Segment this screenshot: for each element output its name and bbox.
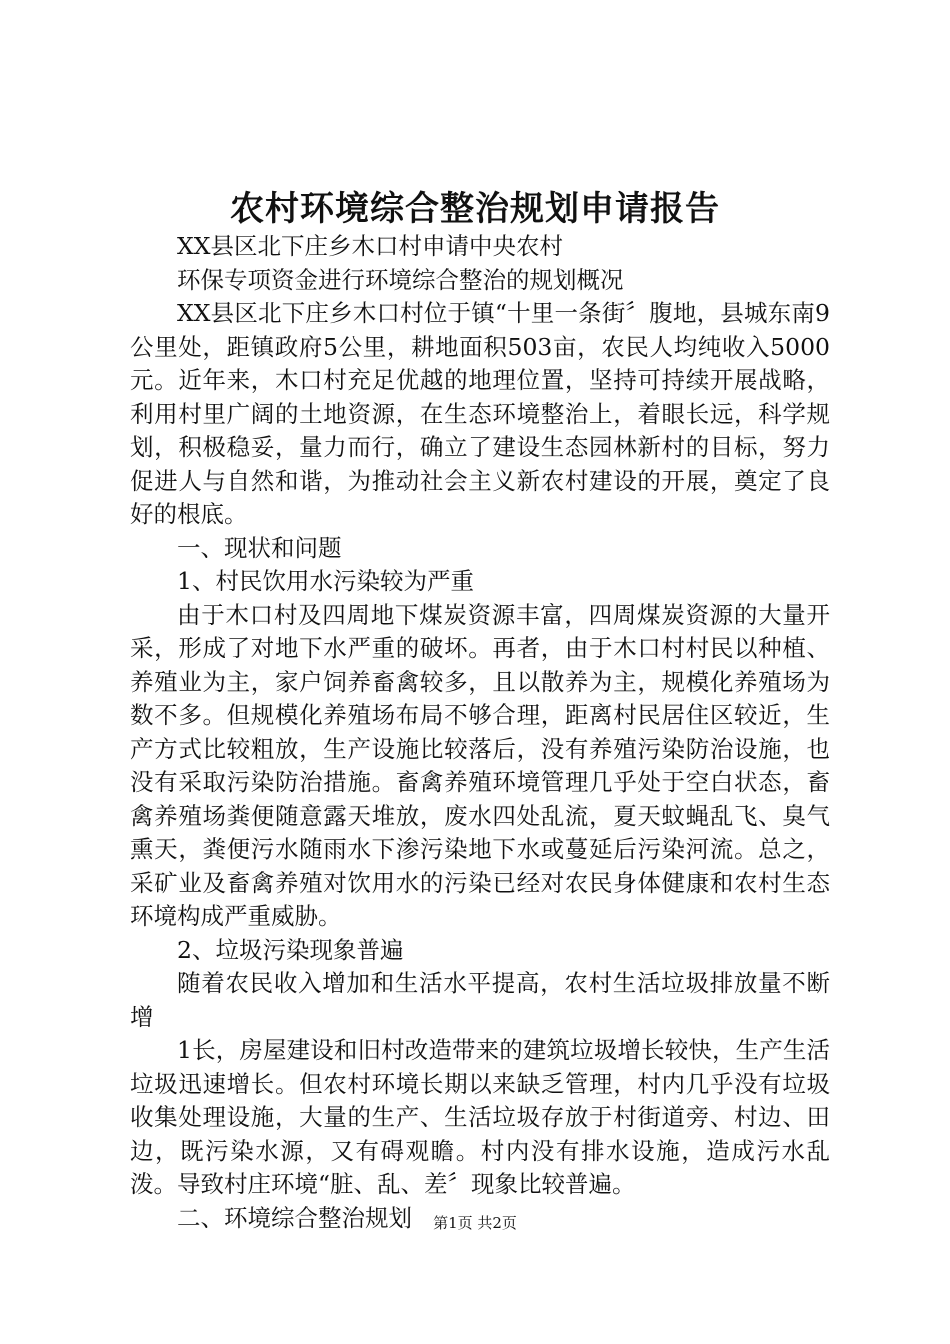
document-body [130, 230, 830, 1235]
subsection-heading-garbage: 2、垃圾污染现象普遍 [177, 935, 404, 964]
paragraph-water-pollution: 由于木口村及四周地下煤炭资源丰富，四周煤炭资源的大量开采，形成了对地下水严重的破坏。再者，由于木口村村民以种植、养殖业为主，家户饲养畜禽较多，且以散养为主，规模化养殖场为数不多。但规模化养殖场布局不够合理，距离村民居住区较近，生产方式比较粗放，生产设施比较落后，没有养殖污染防治设施，也没有采取污染防治措施。畜禽养殖环境管理几乎处于空白状态，畜禽养殖场粪便随意露天堆放，废水四处乱流，夏天蚊蝇乱飞、臭气熏天，粪便污水随雨水下渗污染地下水或蔓延后污染河流。总之，采矿业及畜禽养殖对饮用水的污染已经对农民身体健康和农村生态环境构成严重威胁。 [130, 600, 830, 930]
paragraph-garbage-2: 1长，房屋建设和旧村改造带来的建筑垃圾增长较快，生产生活垃圾迅速增长。但农村环境长期以来缺乏管理，村内几乎没有垃圾收集处理设施，大量的生产、生活垃圾存放于村街道旁、村边、田边，既污染水源，又有碍观瞻。村内没有排水设施，造成污水乱泼。导致村庄环境“脏、乱、差〞现象比较普遍。 [130, 1036, 830, 1198]
subsection-heading-water: 1、村民饮用水污染较为严重 [177, 567, 474, 595]
paragraph-garbage-1: 随着农民收入增加和生活水平提高，农村生活垃圾排放量不断增 [130, 969, 830, 1031]
section-heading-status: 一、现状和问题 [177, 533, 342, 562]
paragraph-overview: XX县区北下庄乡木口村位于镇“十里一条街〞腹地，县城东南9公里处，距镇政府5公里，耕地面积503亩，农民人均纯收入5000元。近年来，木口村充足优越的地理位置，坚持可持续开展战略，利用村里广阔的土地资源，在生态环境整治上，着眼长远，科学规划，积极稳妥，量力而行，确立了建设生态园林新村的目标，努力促进人与自然和谐，为推动社会主义新农村建设的开展，奠定了良好的根底。 [130, 299, 830, 528]
page-number-footer: 第1页 共2页 [433, 1214, 517, 1232]
document-title: 农村环境综合整治规划申请报告 [230, 189, 720, 229]
paragraph-subtitle-2: 环保专项资金进行环境综合整治的规划概况 [177, 265, 624, 294]
section-heading-plan: 二、环境综合整治规划 [177, 1203, 412, 1232]
paragraph-subtitle-1: XX县区北下庄乡木口村申请中央农村 [177, 232, 563, 260]
